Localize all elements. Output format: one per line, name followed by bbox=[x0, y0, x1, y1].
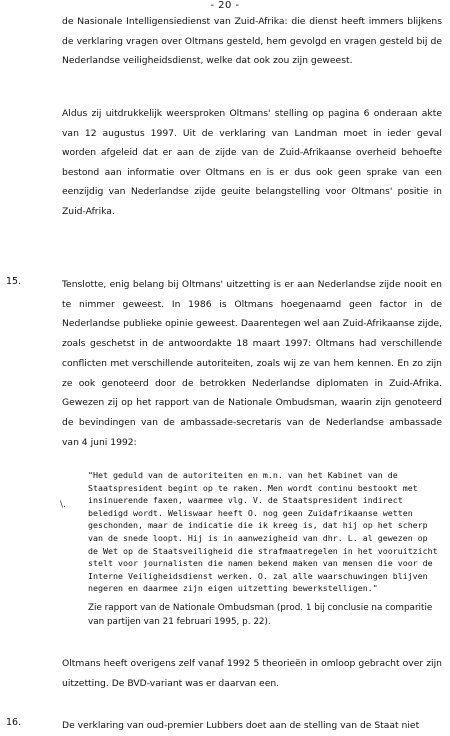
quote-reference: Zie rapport van de Nationale Ombudsman (prod. 1 bij conclusie na comparitie van partijen van 21 februari 1995, p. 22). bbox=[88, 603, 433, 627]
block-quote: "Het geduld van de autoriteiten en m.n. van het Kabinet van de Staatspresident begint op te raken. Men wordt continu bestookt met insinuerende faxen, waarmee vlg. V. de Staatspresident indirect beledigd wordt. Weliswaar heeft O. nog geen Zuidafrikaanse wetten geschonden, maar de indicatie die ik kreeg is, dat hij op het scherp van de snede loopt. Hij is in aanwezigheid van dhr. L. al gewezen op de Wet op de Staatsveiligheid die strafmaatregelen in het vooruitzicht stelt voor journalisten die namen bekend maken van mensen die voor de Interne Veiligheidsdienst werken. O. zal alle waarschuwingen blijven negeren en daarmee zijn eigen uitzetting bewerkstelligen." bbox=[88, 470, 438, 594]
paragraph-theories: Oltmans heeft overigens zelf vanaf 1992 5 theorieën in omloop gebracht over zijn uitzetting. De BVD-variant was er daarvan een. bbox=[62, 658, 442, 689]
margin-mark: \. bbox=[60, 500, 66, 510]
page-number: - 20 - bbox=[210, 0, 240, 11]
paragraph-16: De verklaring van oud-premier Lubbers doet aan de stelling van de Staat niet bbox=[62, 720, 420, 731]
paragraph-15: Tenslotte, enig belang bij Oltmans' uitzetting is er aan Nederlandse zijde nooit en te nimmer geweest. In 1986 is Oltmans hoegenaamd geen factor in de Nederlandse publieke opinie geweest. Daarentegen wel aan Zuid-Afrikaanse zijde, zoals geschetst in de antwoordakte 18 maart 1997: Oltmans had verschillende conflicten met verschillende autoriteiten, zoals wij ze van hem kennen. En zo zijn ze ook genoteerd door de betrokken Nederlandse diplomaten in Zuid-Afrika. Gewezen zij op het rapport van de Nationale Ombudsman, waarin zijn genoteerd de bevindingen van de ambassade-secretaris van de Nederlandse ambassade van 4 juni 1992: bbox=[62, 279, 442, 448]
paragraph-continuation: de Nasionale Intelligensiedienst van Zuid-Afrika: die dienst heeft immers blijkens de verklaring vragen over Oltmans gesteld, hem gevolgd en vragen gesteld bij de Nederlandse veiligheidsdienst, welke dat ook zou zijn geweest. bbox=[62, 16, 442, 66]
section-number-16: 16. bbox=[6, 717, 22, 728]
paragraph-aldus: Aldus zij uitdrukkelijk weersproken Oltmans' stelling op pagina 6 onderaan akte van 12 augustus 1997. Uit de verklaring van Landman moet in ieder geval worden afgeleid dat er aan de zijde van de Zuid-Afrikaanse overheid behoefte bestond aan informatie over Oltmans en is er dus ook geen sprake van een eenzijdig van Nederlandse zijde geuite belangstelling voor Oltmans' positie in Zuid-Afrika. bbox=[62, 108, 442, 217]
section-number-15: 15. bbox=[6, 276, 22, 287]
